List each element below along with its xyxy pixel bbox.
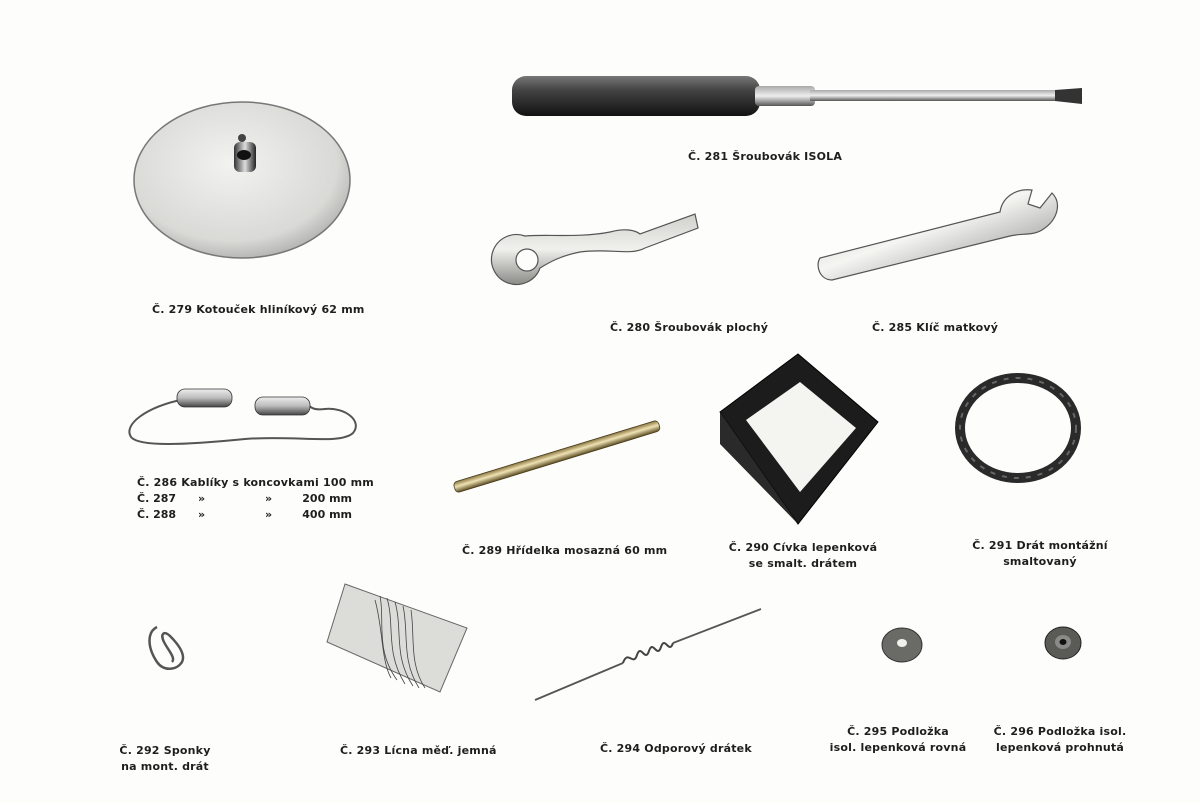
caption-line: Č. 286 Kablíky s koncovkami 100 mm: [137, 476, 374, 489]
nut-wrench-image: [810, 188, 1065, 293]
flat-washer-image: [880, 625, 924, 665]
caption-line: Č. 280 Šroubovák plochý: [610, 321, 769, 334]
caption-line: Č. 285 Klíč matkový: [872, 321, 999, 334]
wire-clip-image: [142, 622, 192, 672]
ditto-mark: »: [265, 508, 273, 521]
caption-296: [990, 724, 1130, 756]
caption-294: [600, 741, 752, 757]
caption-281: [688, 149, 842, 165]
caption-289: [462, 543, 667, 559]
caption-290: [718, 540, 888, 572]
variant-number: Č. 288: [137, 508, 177, 521]
brass-shaft-image: [450, 415, 665, 500]
caption-285: [872, 320, 998, 336]
caption-line: Č. 289 Hřídelka mosazná 60 mm: [462, 544, 668, 557]
resistance-wire-image: [533, 605, 763, 705]
caption-291: [965, 538, 1115, 570]
caption-line: Č. 281 Šroubovák ISOLA: [688, 150, 843, 163]
caption-line: isol. lepenková rovná: [829, 741, 967, 754]
caption-line: Č. 290 Cívka lepenková: [728, 541, 878, 554]
aluminium-disc-image: [130, 100, 360, 270]
caption-line: Č. 293 Lícna měď. jemná: [340, 744, 497, 757]
variant-size: 200 mm: [302, 492, 352, 505]
litz-wire-card-image: [325, 580, 470, 695]
cable-with-terminals-image: [125, 385, 365, 455]
caption-286: [137, 475, 374, 491]
caption-line: Č. 292 Sponky: [119, 744, 211, 757]
ditto-mark: »: [198, 508, 206, 521]
caption-292: [110, 743, 220, 775]
caption-line: Č. 295 Podložka: [847, 725, 949, 738]
caption-line: Č. 279 Kotouček hliníkový 62 mm: [152, 303, 365, 316]
caption-280: [610, 320, 768, 336]
caption-line: Č. 294 Odporový drátek: [600, 742, 752, 755]
caption-line: lepenková prohnutá: [995, 741, 1125, 754]
caption-line: Č. 291 Drát montážní: [972, 539, 1108, 552]
cardboard-coil-image: [708, 352, 888, 532]
screwdriver-isola-image: [510, 72, 1085, 122]
ditto-mark: »: [265, 492, 273, 505]
variant-number: Č. 287: [137, 492, 177, 505]
caption-line: na mont. drát: [121, 760, 209, 773]
caption-279: [152, 302, 365, 318]
enamelled-wire-ring-image: [950, 370, 1090, 490]
variant-size: 400 mm: [302, 508, 352, 521]
caption-295: [828, 724, 968, 756]
ditto-mark: »: [198, 492, 206, 505]
caption-293: [340, 743, 497, 759]
caption-line: smaltovaný: [1003, 555, 1077, 568]
flat-screwdriver-image: [500, 208, 705, 288]
caption-line: Č. 296 Podložka isol.: [993, 725, 1127, 738]
curved-washer-image: [1043, 624, 1083, 662]
caption-line: se smalt. drátem: [748, 557, 858, 570]
